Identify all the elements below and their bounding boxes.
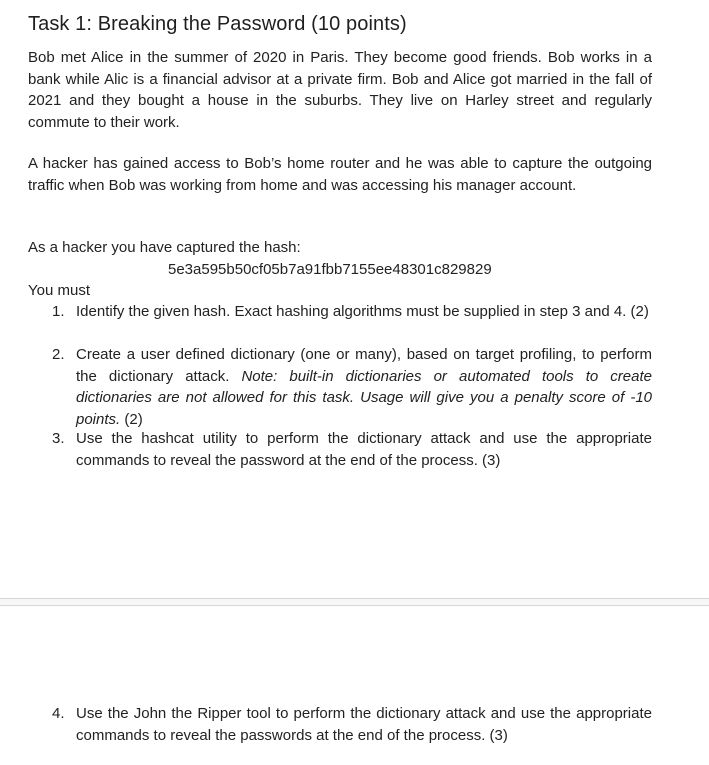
list-item — [52, 344, 652, 430]
penalty-note: Note: built-in dictionaries or automated tools to create dictionaries are not allowed for this task. Usage will give you a penalty score of -10 points. — [76, 367, 652, 428]
list-item — [52, 301, 652, 323]
hash-intro-text: As a hacker you have captured the hash: — [28, 239, 301, 256]
list-item-text: Use the John the Ripper tool to perform the dictionary attack and use the appropriate commands to reveal the passwords at the end of the process. (3) — [76, 705, 652, 744]
list-item-number: 1. — [52, 303, 65, 320]
captured-hash: 5e3a595b50cf05b7a91fbb7155ee48301c829829 — [168, 261, 492, 278]
list-item-text — [76, 344, 652, 430]
list-item — [52, 703, 652, 746]
list-item-number: 3. — [52, 430, 65, 447]
list-item-number: 4. — [52, 705, 65, 722]
list-item-points: (2) — [120, 410, 143, 428]
list-item — [52, 428, 652, 471]
list-item-text: Identify the given hash. Exact hashing algorithms must be supplied in step 3 and 4. (2) — [76, 303, 649, 320]
story-paragraph: Bob met Alice in the summer of 2020 in Paris. They become good friends. Bob works in a bank while Alic is a financial advisor at a private firm. Bob and Alice got married in the fall of 2021 and they bought a house in the suburbs. They live on Harley street and regularly commute to their work. — [28, 49, 652, 131]
list-item-text-main: Create a user defined dictionary (one or many), based on target profiling, to perform the dictionary attack. — [76, 346, 652, 385]
page-title: Task 1: Breaking the Password (10 points) — [28, 13, 407, 35]
page-break-divider — [0, 598, 709, 606]
list-item-number: 2. — [52, 346, 65, 363]
list-item-text: Use the hashcat utility to perform the dictionary attack and use the appropriate commands to reveal the password at the end of the process. (3) — [76, 430, 652, 469]
you-must-label: You must — [28, 282, 90, 299]
scenario-paragraph: A hacker has gained access to Bob’s home router and he was able to capture the outgoing traffic when Bob was working from home and was accessing his manager account. — [28, 155, 652, 194]
